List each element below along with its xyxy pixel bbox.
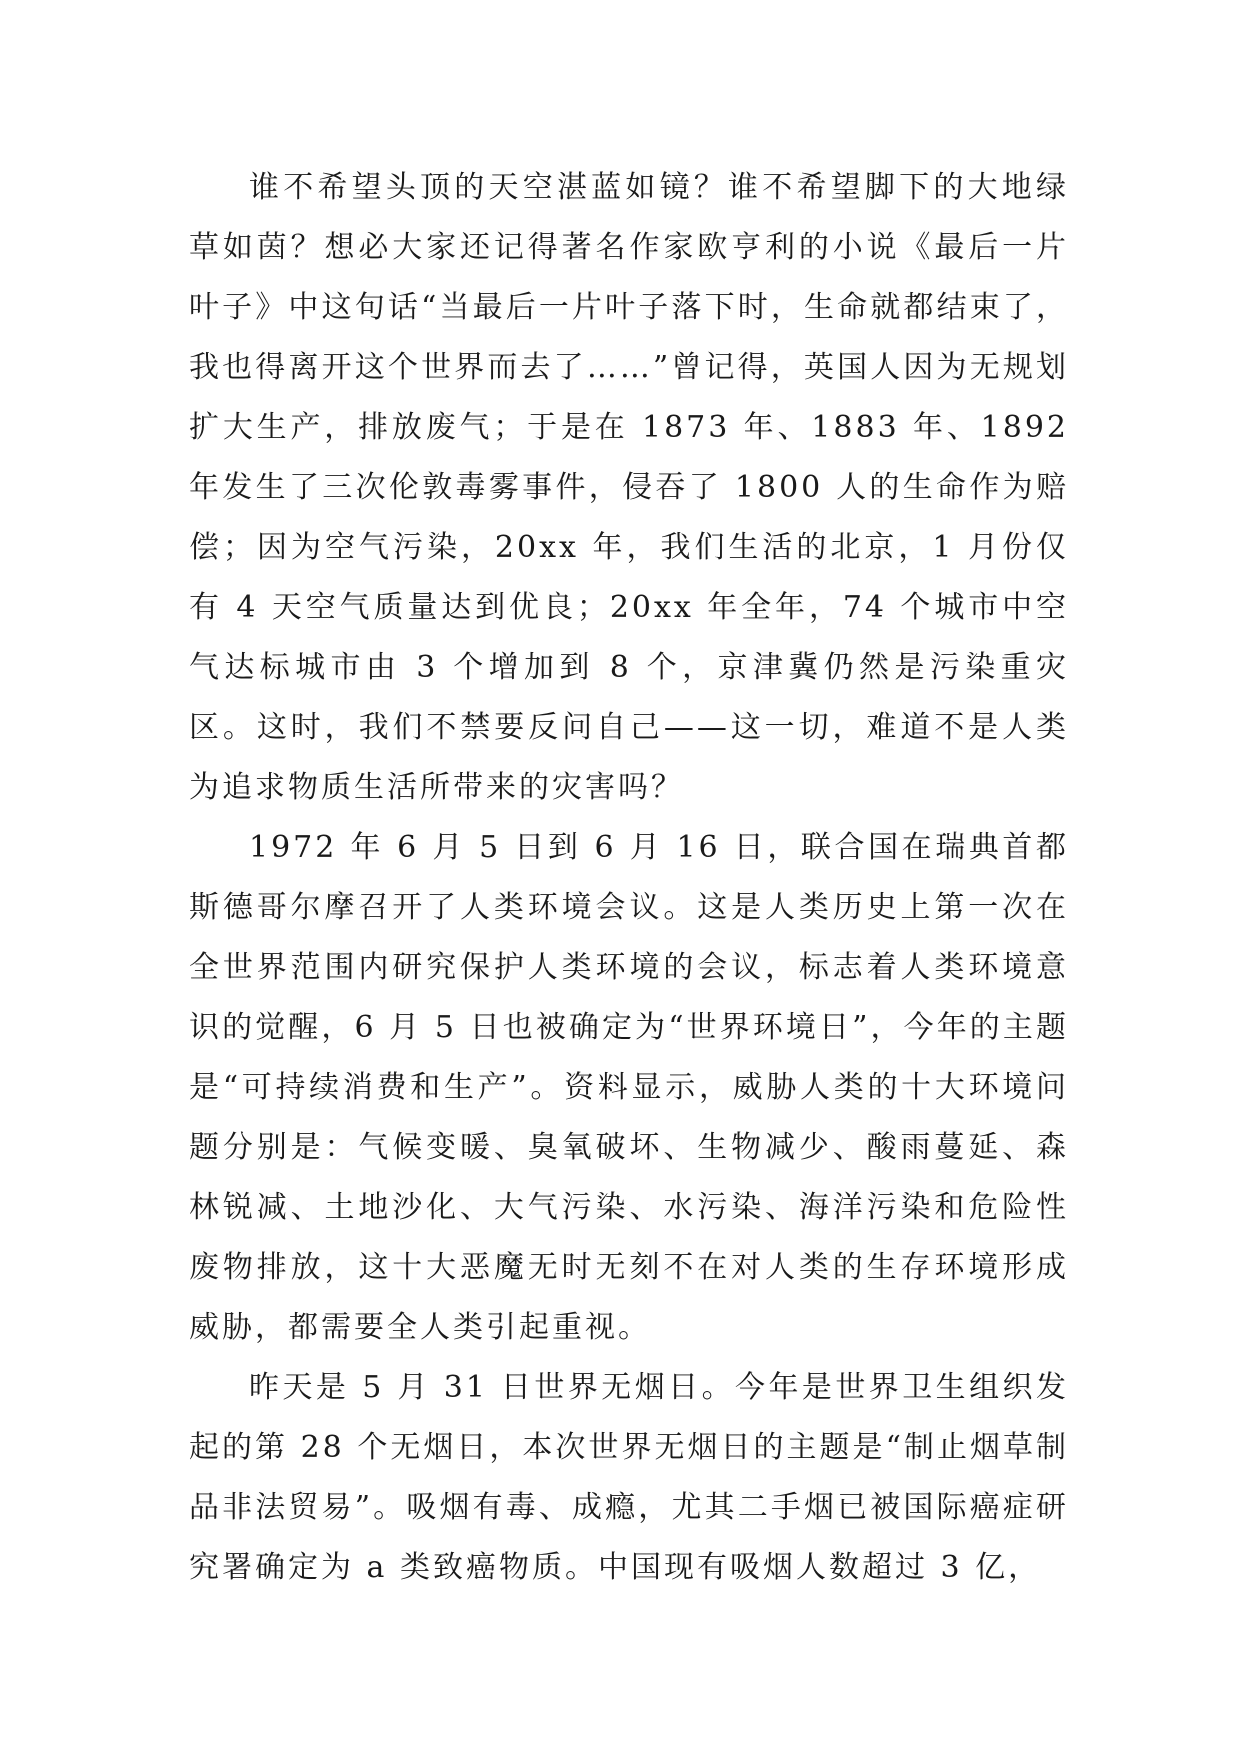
document-body <box>189 158 1069 1598</box>
paragraph-2: 1972 年 6 月 5 日到 6 月 16 日，联合国在瑞典首都斯德哥尔摩召开了人类环境会议。这是人类历史上第一次在全世界范围内研究保护人类环境的会议，标志着人类环境意识的觉醒，6 月 5 日也被确定为“世界环境日”，今年的主题是“可持续消费和生产”。资料显示，威胁人类的十大环境问题分别是：气候变暖、臭氧破坏、生物减少、酸雨蔓延、森林锐减、土地沙化、大气污染、水污染、海洋污染和危险性废物排放，这十大恶魔无时无刻不在对人类的生存环境形成威胁，都需要全人类引起重视。 <box>189 830 1069 1345</box>
paragraph-1: 谁不希望头顶的天空湛蓝如镜？谁不希望脚下的大地绿草如茵？想必大家还记得著名作家欧亨利的小说《最后一片叶子》中这句话“当最后一片叶子落下时，生命就都结束了，我也得离开这个世界而去了……”曾记得，英国人因为无规划扩大生产，排放废气；于是在 1873 年、1883 年、1892 年发生了三次伦敦毒雾事件，侵吞了 1800 人的生命作为赔偿；因为空气污染，20xx 年，我们生活的北京，1 月份仅有 4 天空气质量达到优良；20xx 年全年，74 个城市中空气达标城市由 3 个增加到 8 个，京津冀仍然是污染重灾区。这时，我们不禁要反问自己——这一切，难道不是人类为追求物质生活所带来的灾害吗？ <box>189 170 1069 805</box>
paragraph-3: 昨天是 5 月 31 日世界无烟日。今年是世界卫生组织发起的第 28 个无烟日，本次世界无烟日的主题是“制止烟草制品非法贸易”。吸烟有毒、成瘾，尤其二手烟已被国际癌症研究署确定为 a 类致癌物质。中国现有吸烟人数超过 3 亿， <box>189 1370 1069 1585</box>
